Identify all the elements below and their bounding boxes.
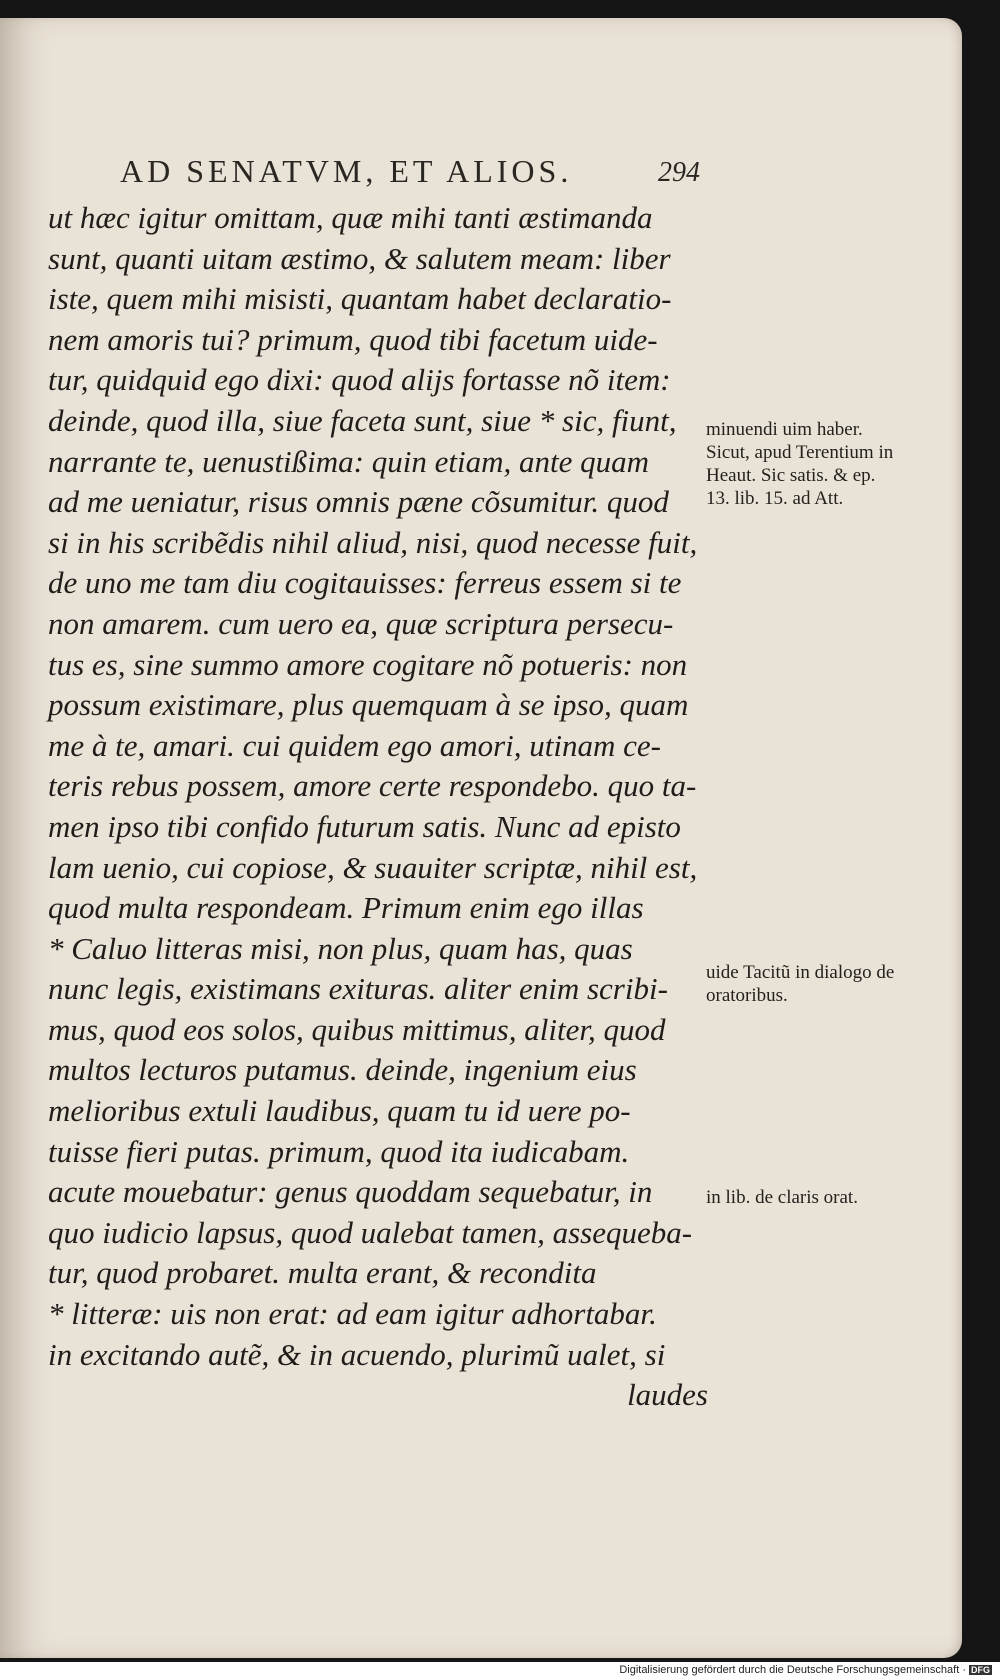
text-line: * litteræ: uis non erat: ad eam igitur adhortabar. (48, 1296, 657, 1332)
text-line: non amarem. cum uero ea, quæ scriptura persecu- (48, 605, 674, 641)
text-line: tur, quidquid ego dixi: quod alijs fortasse nõ item: (48, 362, 671, 398)
page-header (120, 153, 700, 193)
catchword: laudes (627, 1377, 708, 1413)
dfg-logo: DFG (971, 1665, 990, 1676)
text-line: * Caluo litteras misi, non plus, quam has, quas (48, 930, 633, 966)
text-line: me à te, amari. cui quidem ego amori, utinam ce- (48, 727, 661, 763)
text-line: multos lecturos putamus. deinde, ingenium eius (48, 1052, 637, 1088)
text-line: men ipso tibi confido futurum satis. Nunc ad episto (48, 808, 681, 844)
digitization-credit (619, 1664, 992, 1676)
text-line: de uno me tam diu cogitauisses: ferreus essem si te (48, 565, 682, 601)
text-line: deinde, quod illa, siue faceta sunt, siue * sic, fiunt, (48, 402, 677, 438)
text-line: nunc legis, existimans exituras. aliter enim scribi- (48, 971, 668, 1007)
text-line: ut hæc igitur omittam, quæ mihi tanti æstimanda (48, 200, 653, 235)
text-line: tus es, sine summo amore cogitare nõ potueris: non (48, 646, 688, 682)
page-number: 294 (658, 157, 700, 188)
text-line: possum existimare, plus quemquam à se ipso, quam (48, 687, 689, 723)
text-line: si in his scribẽdis nihil aliud, nisi, quod necesse fuit, (48, 524, 698, 560)
text-line: tuisse fieri putas. primum, quod ita iudicabam. (48, 1133, 630, 1169)
text-line: in excitando autẽ, & in acuendo, plurimũ ualet, si (48, 1336, 666, 1372)
text-line: tur, quod probaret. multa erant, & recondita (48, 1255, 597, 1291)
text-line: narrante te, uenustißima: quin etiam, ante quam (48, 443, 649, 479)
credit-text: Digitalisierung gefördert durch die Deutsche Forschungsgemeinschaft · (619, 1664, 966, 1676)
margin-note: uide Tacitũ in dialogo de oratoribus. (706, 962, 895, 1006)
margin-note: in lib. de claris orat. (706, 1187, 858, 1208)
text-line: quo iudicio lapsus, quod ualebat tamen, assequeba- (48, 1214, 693, 1250)
text-line: acute mouebatur: genus quoddam sequebatur, in (48, 1174, 653, 1210)
margin-note: minuendi uim haber. Sicut, apud Terentium in Heaut. Sic satis. & ep. 13. lib. 15. ad Att. (706, 419, 894, 509)
text-line: mus, quod eos solos, quibus mittimus, aliter, quod (48, 1011, 666, 1047)
text-line: lam uenio, cui copiose, & suauiter scriptæ, nihil est, (48, 849, 698, 885)
text-line: quod multa respondeam. Primum enim ego illas (48, 890, 644, 926)
main-text-block (48, 198, 708, 1416)
text-line: melioribus extuli laudibus, quam tu id uere po- (48, 1093, 631, 1129)
text-line: teris rebus possem, amore certe respondebo. quo ta- (48, 768, 697, 804)
book-page (0, 18, 962, 1658)
text-line: nem amoris tui? primum, quod tibi facetum uide- (48, 321, 658, 357)
running-head: AD SENATVM, ET ALIOS. (120, 153, 573, 189)
text-line: sunt, quanti uitam æstimo, & salutem meam: liber (48, 240, 671, 276)
text-line: ad me ueniatur, risus omnis pæne cõsumitur. quod (48, 484, 669, 520)
text-line: iste, quem mihi misisti, quantam habet declaratio- (48, 281, 672, 317)
